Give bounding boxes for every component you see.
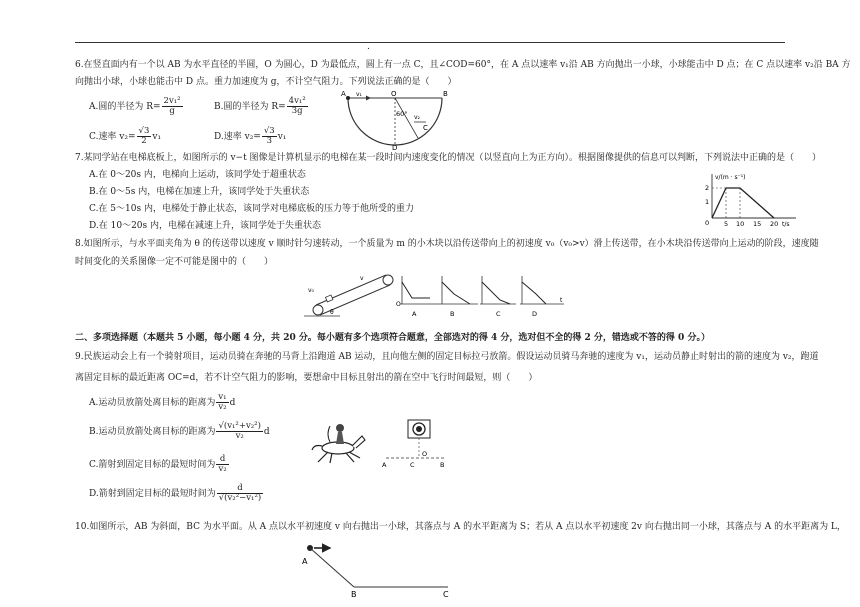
q6-option-c [89, 127, 161, 146]
q8-graph-a [396, 276, 440, 318]
q6-option-a-fraction [162, 97, 183, 116]
q6-option-d-fraction [262, 127, 277, 146]
q9-horse-leg1 [318, 452, 328, 462]
q6-stem-line1: 6.在竖直面内有一个以 AB 为水平直径的半圆，O 为圆心，D 为最低点，圆上有一点 C，且∠COD=60°，在 A 点以速率 v₁沿 AB 方向抛出一小球，小球能击中 D 点；在 C 点以速率 v₂沿 BA 方 [75, 60, 851, 70]
q9-stem-line1: 9.民族运动会上有一个骑射项目，运动员骑在奔驰的马背上沿跑道 AB 运动，且向他左侧的固定目标拉弓放箭。假设运动员骑马奔驰的速度为 v₁，运动员静止时射出的箭的速度为 v₂，跑道 [75, 352, 819, 362]
q9-option-b-text: B.运动员放箭处离目标的距离为 [89, 426, 216, 437]
q6-option-a-text: A.圆的半径为 R= [89, 101, 161, 112]
q9-horse-leg4 [349, 452, 360, 458]
q7-tick-x20: 20 [770, 220, 779, 228]
q9-option-a-text: A.运动员放箭处离目标的距离为 [89, 397, 216, 408]
q6-option-b-text: B.圆的半径为 R= [214, 101, 286, 112]
section-2-heading: 二、多项选择题（本题共 5 小题，每小题 4 分，共 20 分。每小题有多个选项符合题意，全部选对的得 4 分，选对但不全的得 2 分，错选或不答的得 0 分。） [75, 333, 710, 343]
q9-option-b-denominator: v₂ [235, 430, 244, 441]
q9-option-d-text: D.箭射到固定目标的最短时间为 [89, 488, 216, 499]
q10-label-a: A [302, 557, 308, 566]
q8-graph-c [480, 276, 516, 318]
q10-label-b: B [351, 590, 357, 599]
q9-option-d-numerator: d [217, 484, 263, 494]
q6-option-d [214, 127, 286, 146]
q6-option-b-fraction [287, 97, 308, 116]
q9-option-b-suffix: d [263, 426, 270, 437]
q6-stem-line2: 向抛出小球，小球也能击中 D 点。重力加速度为 g，不计空气阻力。下列说法正确的是（ ） [75, 77, 457, 87]
q9-stem-line2: 离固定目标的最近距离 OC=d，若不计空气阻力的影响，要想命中目标且射出的箭在空中飞行时间最短，则（ ） [75, 373, 538, 383]
q6-option-c-fraction [137, 127, 152, 146]
q7-option-d: D.在 10～20s 内，电梯在减速上升，该同学处于失重状态 [89, 221, 322, 231]
q7-tick-x5: 5 [724, 220, 729, 228]
q8-graph-b-label: B [450, 310, 455, 318]
q6-option-b-denominator: 3g [291, 105, 303, 116]
q8-graph-a-origin: O [396, 301, 401, 308]
q6-semicircle-figure [340, 88, 460, 150]
q6-label-angle: 60° [396, 110, 408, 118]
q8-lower-pulley [313, 305, 323, 315]
q9-option-a-fraction [216, 393, 228, 412]
header-mark: . [367, 42, 370, 52]
q6-option-d-numerator: √3 [263, 126, 275, 136]
q9-option-d-fraction [217, 484, 263, 503]
q7-vt-line [712, 188, 774, 218]
q9-option-a-numerator: v₁ [218, 392, 227, 402]
q10-stem: 10.如图所示，AB 为斜面，BC 为水平面。从 A 点以水平初速度 v 向右抛出一小球，其落点与 A 的水平距离为 S；若从 A 点以水平初速度 2v 向右抛出同一小球，其落点与 A 的水平距离为 L， [75, 522, 846, 532]
header-rule [75, 42, 785, 43]
q6-option-d-denominator: 3 [266, 135, 272, 146]
q9-label-o: O [422, 450, 428, 458]
q7-option-b: B.在 0～5s 内，电梯在加速上升，该同学处于失重状态 [89, 187, 310, 197]
q9-option-d-denominator: √(v₂²−v₁²) [218, 492, 262, 503]
q7-tick-x15: 15 [753, 220, 762, 228]
q9-label-c: C [410, 461, 415, 469]
q7-y-label: v/(m · s⁻¹) [715, 174, 746, 181]
q6-label-o: O [391, 90, 397, 98]
q6-label-d: D [392, 144, 398, 150]
q8-label-v0: v₀ [308, 287, 314, 294]
q9-horse-tail [312, 446, 322, 451]
q9-horse-rider-figure [308, 420, 368, 464]
q8-graph-d-label: D [532, 310, 538, 318]
q10-label-c: C [443, 590, 449, 599]
q9-target-figure [380, 418, 450, 470]
q6-option-c-text: C.速率 v₂= [89, 131, 136, 142]
q8-block [325, 295, 332, 302]
q9-option-d [89, 484, 264, 503]
q6-semicircle-arc [348, 98, 442, 145]
q6-option-c-denominator: 2 [141, 135, 147, 146]
q9-rider-body [336, 432, 344, 444]
q6-option-b [214, 97, 309, 116]
q7-vt-graph [700, 170, 800, 228]
q7-tick-origin: 0 [705, 219, 710, 227]
q7-tick-y1: 1 [705, 198, 710, 206]
q6-option-b-numerator: 4v₁² [288, 96, 306, 106]
q9-option-c [89, 455, 230, 474]
q6-option-c-numerator: √3 [138, 126, 150, 136]
q8-conveyor-figure [300, 272, 570, 322]
q6-label-c: C [423, 124, 428, 132]
q10-slope-ab [310, 548, 354, 587]
q6-label-a: A [341, 90, 346, 98]
q9-option-b-fraction [216, 422, 262, 441]
q6-label-v1: v₁ [356, 91, 362, 98]
q6-point-a [346, 96, 350, 100]
q6-option-d-text: D.速率 v₂= [214, 131, 261, 142]
q6-option-a [89, 97, 184, 116]
q8-upper-pulley [383, 275, 393, 285]
q6-label-b: B [443, 90, 448, 98]
q9-option-c-denominator: v₂ [218, 463, 227, 474]
q7-tick-x10: 10 [736, 220, 745, 228]
q8-graph-b [440, 276, 478, 318]
q9-rider-head [336, 424, 344, 432]
q6-option-a-denominator: g [169, 105, 175, 116]
q9-horse-leg2 [330, 453, 332, 463]
q8-stem-line1: 8.如图所示，与水平面夹角为 θ 的传送带以速度 v 顺时针匀速转动，一个质量为 m 的小木块以沿传送带向上的初速度 v₀（v₀>v）滑上传送带，在小木块沿传送带向上运动的阶段，速度随 [75, 239, 819, 249]
q7-stem: 7.某同学站在电梯底板上，如图所示的 v−t 图像是计算机显示的电梯在某一段时间内速度变化的情况（以竖直向上为正方向）。根据图像提供的信息可以判断，下列说法中正确的是（ ） [75, 153, 822, 163]
q9-option-c-numerator: d [216, 455, 228, 465]
q6-option-c-suffix: v₁ [152, 131, 162, 142]
q7-tick-y2: 2 [705, 184, 710, 192]
q9-option-a-suffix: d [229, 397, 236, 408]
q6-option-d-suffix: v₁ [277, 131, 287, 142]
q9-label-b: B [440, 461, 445, 469]
q8-label-v: v [360, 275, 364, 282]
q8-stem-line2: 时间变化的关系图像一定不可能是图中的（ ） [75, 257, 274, 267]
q7-option-c: C.在 5～10s 内，电梯处于静止状态，该同学对电梯底板的压力等于他所受的重力 [89, 204, 414, 214]
q9-option-a-denominator: v₂ [218, 401, 227, 412]
q6-option-a-numerator: 2v₁² [163, 96, 181, 106]
q9-horse-head [352, 436, 365, 448]
q10-slope-figure [298, 540, 468, 600]
q8-axis-t: t [560, 297, 563, 304]
q7-x-unit: t/s [782, 221, 790, 228]
q9-bow [328, 426, 330, 442]
q9-option-c-text: C.箭射到固定目标的最短时间为 [89, 459, 216, 470]
q7-option-a: A.在 0～20s 内，电梯向上运动，该同学处于超重状态 [89, 170, 306, 180]
q8-graph-c-label: C [496, 310, 501, 318]
q8-graph-a-label: A [412, 310, 417, 318]
q9-option-a [89, 393, 235, 412]
q6-label-v2: v₂ [414, 114, 420, 121]
q9-option-b [89, 422, 270, 441]
q9-label-a: A [382, 461, 387, 469]
q8-label-theta: θ [330, 309, 334, 316]
q9-option-b-numerator: √(v₁²+v₂²) [218, 421, 261, 431]
q9-target-ring-inner [416, 426, 422, 432]
q9-option-c-fraction [216, 455, 228, 474]
q8-graph-d [520, 276, 564, 318]
